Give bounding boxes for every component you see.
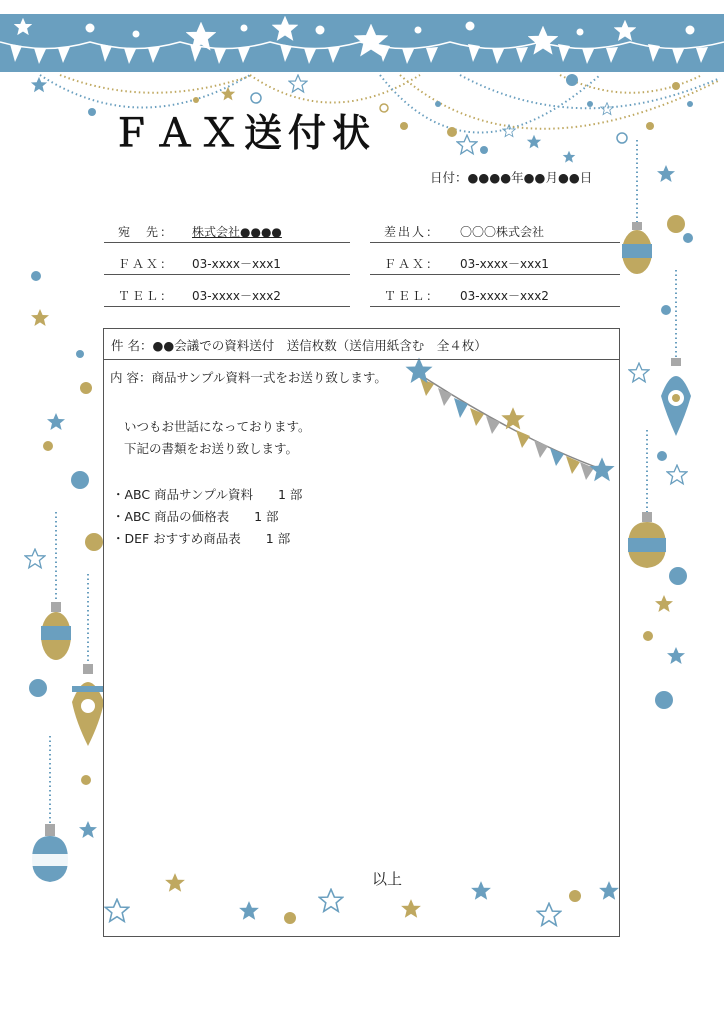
date-line: 日付：●●●●年●●月●●日 — [430, 170, 593, 185]
recipient-tel-label: ＴＥＬ： — [118, 289, 175, 303]
sender-from-value: 〇〇〇株式会社 — [460, 225, 545, 239]
recipient-to-value: 株式会社●●●● — [192, 225, 282, 239]
sender-tel-label: ＴＥＬ： — [384, 289, 441, 303]
greeting-line-2: 下記の書類をお送り致します。 — [124, 441, 299, 456]
sender-fax-row — [370, 252, 620, 275]
sender-from-row — [370, 220, 620, 243]
subject-line: 件 名：●●会議での資料送付 送信枚数（送信用紙含む 全４枚） — [104, 329, 619, 360]
page-title: ＦＡＸ送付状 — [112, 111, 377, 155]
recipient-tel-value: 03-xxxx－xxx2 — [192, 289, 281, 303]
recipient-fax-label: ＦＡＸ： — [118, 257, 175, 271]
sender-fax-label: ＦＡＸ： — [384, 257, 441, 271]
top-banner — [0, 14, 724, 72]
recipient-to-row — [104, 220, 350, 243]
list-item: ・ABC 商品サンプル資料 1 部 — [112, 487, 303, 502]
greeting-line-1: いつもお世話になっております。 — [124, 419, 311, 434]
list-item: ・DEF おすすめ商品表 1 部 — [112, 531, 291, 546]
recipient-tel-row — [104, 284, 350, 307]
sender-tel-value: 03-xxxx－xxx2 — [460, 289, 549, 303]
recipient-fax-row — [104, 252, 350, 275]
sender-from-label: 差出人： — [384, 225, 441, 239]
content-heading: 内 容：商品サンプル資料一式をお送り致します。 — [110, 370, 387, 385]
sender-fax-value: 03-xxxx－xxx1 — [460, 257, 549, 271]
sender-tel-row — [370, 284, 620, 307]
recipient-to-label: 宛 先： — [118, 225, 175, 239]
closing-text: 以上 — [372, 870, 403, 888]
recipient-fax-value: 03-xxxx－xxx1 — [192, 257, 281, 271]
list-item: ・ABC 商品の価格表 1 部 — [112, 509, 279, 524]
